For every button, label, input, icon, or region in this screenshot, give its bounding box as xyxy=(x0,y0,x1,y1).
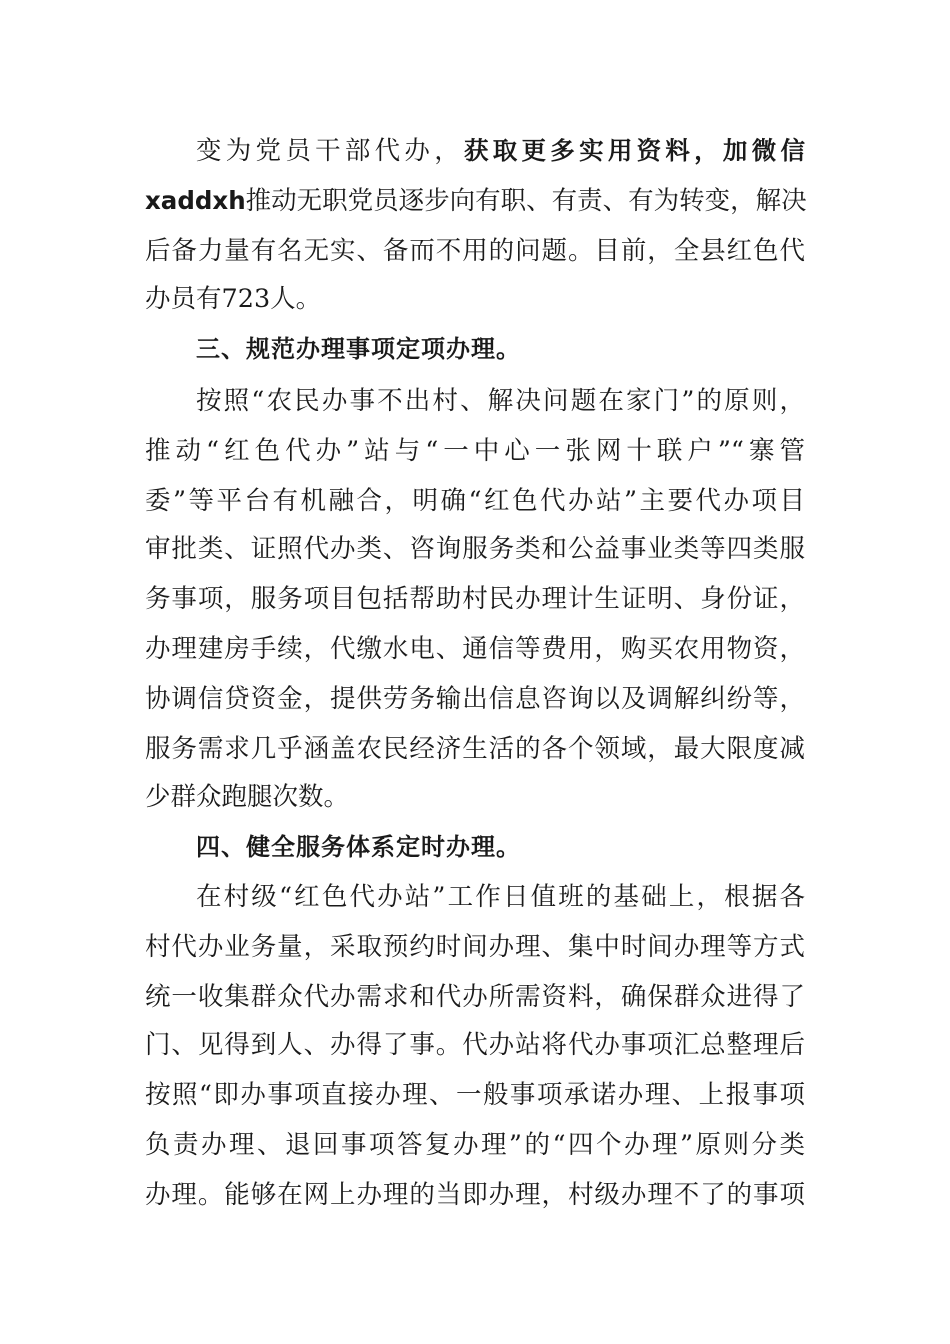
paragraph-line: 协调信贷资金，提供劳务输出信息咨询以及调解纠纷等， xyxy=(145,684,805,714)
paragraph-line: 委”等平台有机融合，明确“红色代办站”主要代办项目 xyxy=(145,486,805,516)
paragraph-line: 办理建房手续，代缴水电、通信等费用，购买农用物资， xyxy=(145,634,805,664)
paragraph-line: 办理。能够在网上办理的当即办理，村级办理不了的事项 xyxy=(145,1180,805,1210)
paragraph-line: 负责办理、退回事项答复办理”的“四个办理”原则分类 xyxy=(145,1130,805,1160)
promo-text: 获取更多实用资料，加微信 xyxy=(463,136,805,165)
paragraph-line: 务事项，服务项目包括帮助村民办理计生证明、身份证， xyxy=(145,584,805,614)
section-heading: 三、规范办理事项定项办理。 xyxy=(196,335,521,363)
paragraph-line: 服务需求几乎涵盖农民经济生活的各个领域，最大限度减 xyxy=(145,734,805,764)
paragraph-text: 变为党员干部代办， xyxy=(196,136,464,166)
paragraph-line: 门、见得到人、办得了事。代办站将代办事项汇总整理后 xyxy=(145,1030,805,1060)
paragraph-line xyxy=(196,126,805,176)
paragraph-line: 统一收集群众代办需求和代办所需资料，确保群众进得了 xyxy=(145,982,805,1012)
paragraph-line xyxy=(145,176,805,226)
paragraph-line: 办员有723人。 xyxy=(145,284,322,314)
paragraph-line: 村代办业务量，采取预约时间办理、集中时间办理等方式 xyxy=(145,932,805,962)
wechat-id-text: xaddxh xyxy=(145,186,246,215)
paragraph-line: 按照“农民办事不出村、解决问题在家门”的原则， xyxy=(196,386,805,416)
paragraph-line: 少群众跑腿次数。 xyxy=(145,782,350,812)
paragraph-line: 审批类、证照代办类、咨询服务类和公益事业类等四类服 xyxy=(145,534,805,564)
paragraph-line: 推动“红色代办”站与“一中心一张网十联户”“寨管 xyxy=(145,436,805,466)
paragraph-line: 按照“即办事项直接办理、一般事项承诺办理、上报事项 xyxy=(145,1080,805,1110)
paragraph-text: 推动无职党员逐步向有职、有责、有为转变，解决 xyxy=(245,186,807,216)
paragraph-line: 在村级“红色代办站”工作日值班的基础上，根据各 xyxy=(196,882,805,912)
paragraph-line: 后备力量有名无实、备而不用的问题。目前，全县红色代 xyxy=(145,236,805,266)
section-heading: 四、健全服务体系定时办理。 xyxy=(196,833,521,861)
